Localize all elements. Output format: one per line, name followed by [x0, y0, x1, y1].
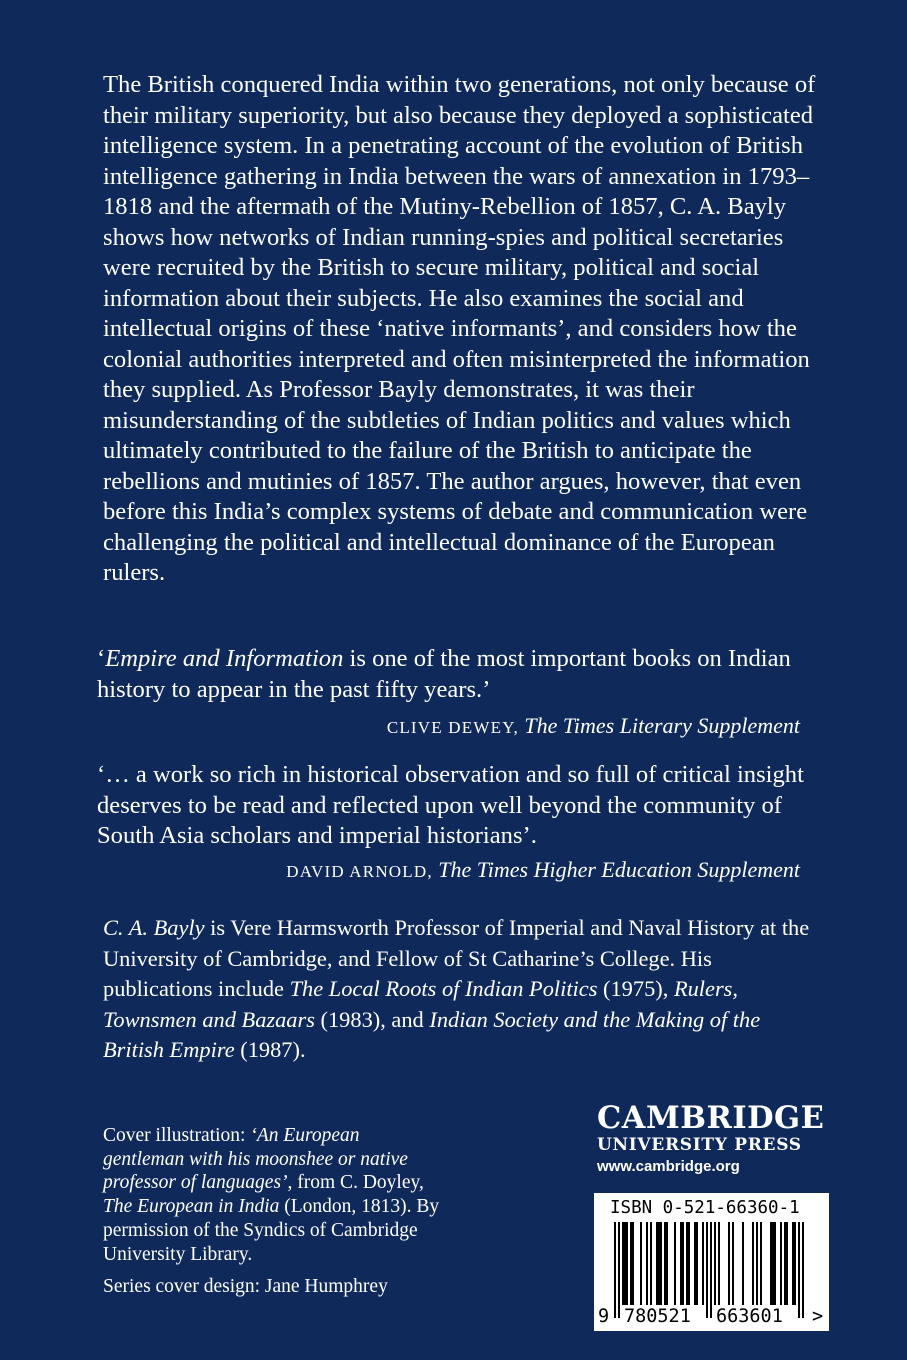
barcode-bar	[656, 1222, 658, 1305]
barcode-bar	[706, 1222, 708, 1318]
barcode-bar	[688, 1222, 690, 1305]
barcode-bar	[682, 1222, 684, 1305]
barcode-bar	[792, 1222, 794, 1305]
barcode-bar	[710, 1222, 712, 1318]
blurb-paragraph: The British conquered India within two generations, not only because of their military superiority, but also because they deployed a sophisticated intelligence system. In a penetrating account of the evolution of British intelligence gathering in India between the wars of annexation in 1793–1818 and the aftermath of the Mutiny-Rebellion of 1857, C. A. Bayly shows how networks of Indian running-spies and political secretaries were recruited by the British to secure military, political and social information about their subjects. He also examines the social and intellectual origins of these ‘native informants’, and considers how the colonial authorities interpreted and often misinterpreted the information they supplied. As Professor Bayly demonstrates, it was their misunderstanding of the subtleties of Indian politics and values which ultimately contributed to the failure of the British to anticipate the rebellions and mutinies of 1857. The author argues, however, that even before this India’s complex systems of debate and communication were challenging the political and intellectual dominance of the European rulers.	[103, 71, 816, 586]
barcode-bar	[622, 1222, 624, 1305]
barcode-first-digit: 9	[598, 1306, 610, 1327]
barcode-left-group: 780521	[624, 1306, 691, 1327]
publisher-url: www.cambridge.org	[597, 1158, 740, 1175]
review-quote-1: ‘Empire and Information is one of the most important books on Indian history to appear in the past fifty years.’	[97, 645, 791, 703]
barcode-bar	[784, 1222, 786, 1305]
barcode-bar	[780, 1222, 782, 1305]
publisher-name: CAMBRIDGE	[597, 1100, 825, 1136]
barcode-bar	[650, 1222, 652, 1305]
barcode-bar	[640, 1222, 642, 1305]
barcode-bar	[774, 1222, 776, 1305]
barcode-bar	[686, 1222, 688, 1305]
barcode-bar	[680, 1222, 682, 1305]
barcode-bar	[658, 1222, 660, 1305]
barcode-bar	[696, 1222, 698, 1305]
barcode-bar	[694, 1222, 696, 1305]
barcode-bar	[626, 1222, 628, 1305]
publisher-logo	[597, 1102, 825, 1178]
barcode-right-group: 663601	[716, 1306, 783, 1327]
barcode-bar	[752, 1222, 754, 1305]
barcode-bar	[624, 1222, 626, 1305]
review-attribution-1: CLIVE DEWEY, The Times Literary Supplement	[386, 713, 800, 738]
barcode-bar	[632, 1222, 634, 1305]
barcode-bar	[728, 1222, 730, 1305]
barcode-bar	[618, 1222, 620, 1318]
barcode-bar	[786, 1222, 788, 1305]
barcode-bar	[702, 1222, 704, 1305]
cover-design-credit: Series cover design: Jane Humphrey	[103, 1276, 388, 1297]
cover-illustration-credit: Cover illustration: ‘An European gentleman with his moonshee or native professor of languages’, from C. Doyley, The European in India (London, 1813). By permission of the Syndics of Cambridge University Library.	[103, 1125, 440, 1265]
review-quote-2: ‘… a work so rich in historical observation and so full of critical insight deserves to be read and reflected upon well beyond the community of South Asia scholars and imperial historians’.	[97, 761, 804, 849]
barcode-bar	[794, 1222, 796, 1305]
review-attribution-2: DAVID ARNOLD, The Times Higher Education Supplement	[286, 857, 800, 882]
barcode-bar	[646, 1222, 648, 1305]
barcode-bar	[660, 1222, 662, 1305]
barcode-bar	[666, 1222, 668, 1305]
barcode-bar	[630, 1222, 632, 1305]
barcode-arrow: >	[812, 1306, 824, 1327]
publisher-subtitle: UNIVERSITY PRESS	[597, 1135, 802, 1155]
barcode-bar	[770, 1222, 772, 1305]
barcode-bar	[798, 1222, 800, 1318]
isbn-label: ISBN 0-521-66360-1	[610, 1198, 800, 1218]
quote-book-title: Empire and Information	[105, 645, 344, 672]
barcode-bar	[718, 1222, 720, 1305]
barcode-bar	[614, 1222, 616, 1318]
barcode-bar	[760, 1222, 762, 1305]
isbn-barcode	[594, 1193, 829, 1331]
barcode-bar	[674, 1222, 676, 1305]
barcode-bar	[664, 1222, 666, 1305]
author-bio: C. A. Bayly is Vere Harmsworth Professor of Imperial and Naval History at the University of Cambridge, and Fellow of St Catharine’s College. His publications include The Local Roots of Indian Politics (1975), Rulers, Townsmen and Bazaars (1983), and Indian Society and the Making of the British Empire (1987).	[103, 915, 810, 1062]
barcode-bar	[756, 1222, 758, 1305]
barcode-bar	[714, 1222, 716, 1305]
barcode-bar	[742, 1222, 744, 1305]
barcode-bar	[772, 1222, 774, 1305]
barcode-bar	[732, 1222, 734, 1305]
barcode-digits	[594, 1305, 829, 1329]
barcode-bar	[802, 1222, 804, 1318]
